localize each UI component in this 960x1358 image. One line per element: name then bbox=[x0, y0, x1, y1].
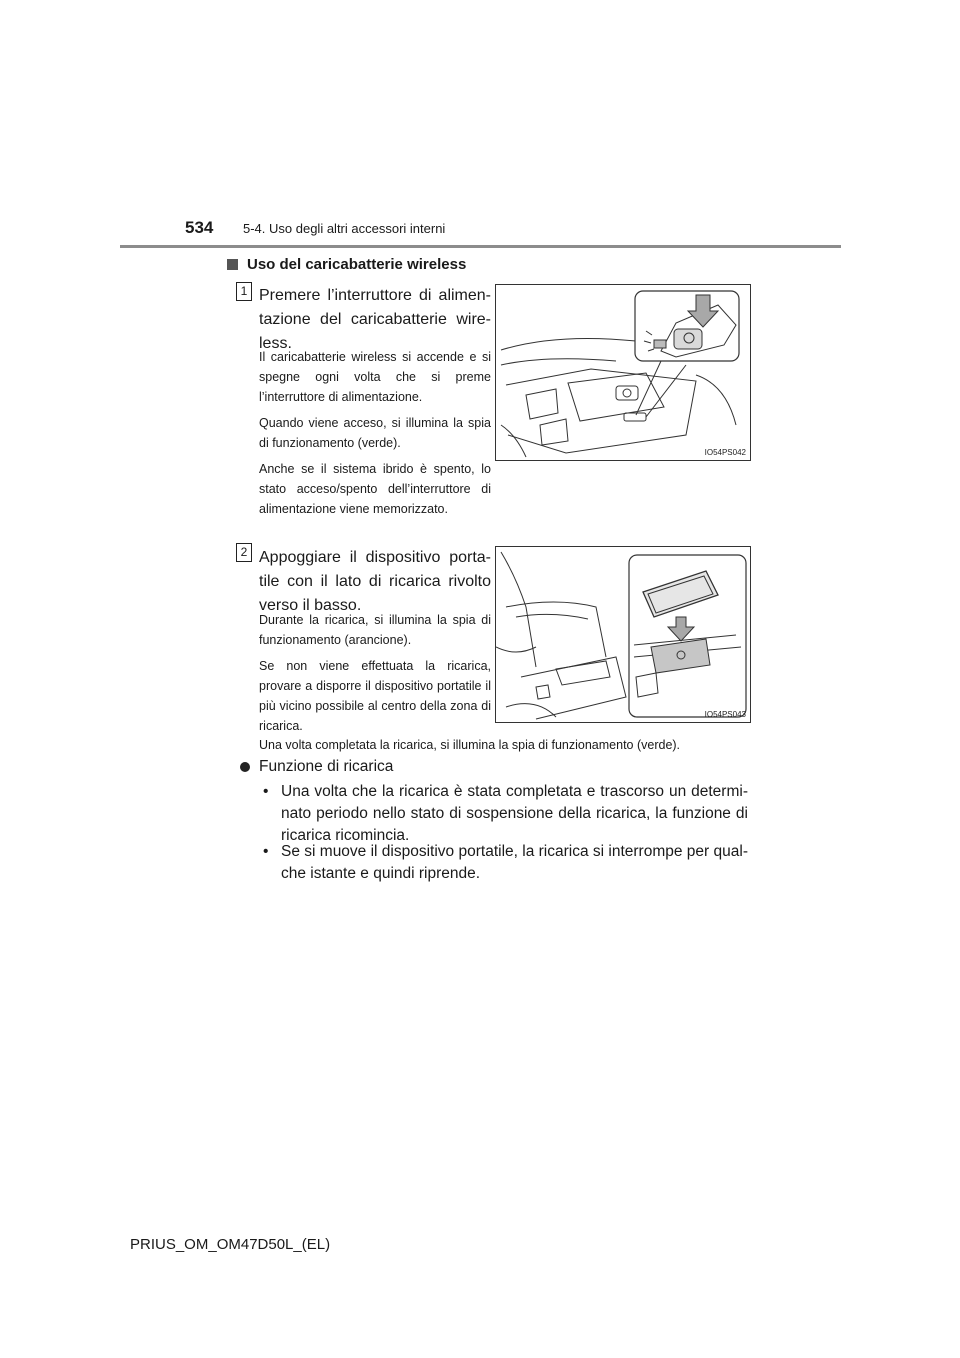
bullet-dot-icon bbox=[240, 762, 250, 772]
step-2-note: Se non viene effettuata la ricarica, provare a disporre il dispositivo portatile il più vicino possibile al centro della zona di ricarica. bbox=[259, 659, 491, 733]
header-rule bbox=[120, 245, 841, 248]
step-1-notes bbox=[259, 347, 491, 525]
subheading bbox=[227, 256, 466, 273]
subheading-text: Uso del caricabatterie wireless bbox=[247, 256, 467, 273]
step-1-note: Quando viene acceso, si illumina la spia di funzionamento (verde). bbox=[259, 416, 491, 450]
step-1-text: Premere l’interruttore di alimentazione del caricabatterie wireless. bbox=[259, 287, 491, 352]
figure-1-code: IO54PS042 bbox=[704, 448, 746, 457]
function-item bbox=[263, 841, 748, 885]
footer-code: PRIUS_OM_OM47D50L_(EL) bbox=[130, 1236, 331, 1253]
section-title: 5-4. Uso degli altri accessori interni bbox=[243, 221, 446, 236]
bullet-icon: • bbox=[263, 783, 269, 800]
step-2-note: Durante la ricarica, si illumina la spia di funzionamento (arancione). bbox=[259, 613, 491, 647]
completion-note: Una volta completata la ricarica, si illumina la spia di funzionamento (verde). bbox=[259, 738, 681, 752]
square-bullet-icon bbox=[227, 259, 238, 270]
bullet-icon: • bbox=[263, 843, 269, 860]
step-number-1: 1 bbox=[236, 282, 252, 301]
step-number-2: 2 bbox=[236, 543, 252, 562]
function-item bbox=[263, 781, 748, 847]
step-2-text: Appoggiare il dispositivo portatile con il lato di ricarica rivolto verso il basso. bbox=[259, 549, 491, 614]
figure-1 bbox=[495, 284, 751, 461]
function-heading bbox=[240, 758, 393, 776]
step-1-note: Il caricabatterie wireless si accende e si spegne ogni volta che si preme l’interruttore di alimentazione. bbox=[259, 350, 491, 404]
wireless-charger-phone-illustration bbox=[496, 547, 750, 722]
function-item-text: Una volta che la ricarica è stata completata e trascorso un determinato periodo nello stato di sospensione della ricarica, la funzione di ricarica ricomincia. bbox=[281, 783, 748, 844]
figure-2-code: IO54PS043 bbox=[704, 710, 746, 719]
step-1-note: Anche se il sistema ibrido è spento, lo stato acceso/spento dell’interruttore di alimentazione viene memorizzato. bbox=[259, 462, 491, 516]
figure-2 bbox=[495, 546, 751, 723]
function-item-text: Se si muove il dispositivo portatile, la ricarica si interrompe per qualche istante e quindi riprende. bbox=[281, 843, 748, 882]
page-number: 534 bbox=[185, 218, 214, 237]
function-title: Funzione di ricarica bbox=[259, 758, 394, 775]
wireless-charger-switch-illustration bbox=[496, 285, 750, 460]
step-2-notes bbox=[259, 610, 491, 742]
